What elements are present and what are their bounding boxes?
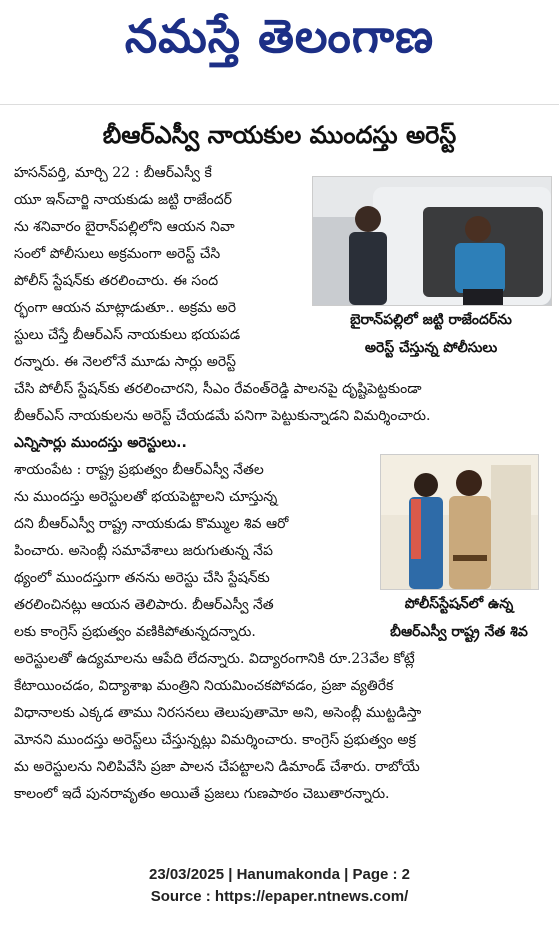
text-line: సంలో పోలీసులు అక్రమంగా అరెస్ట్ చేసి [14,246,221,262]
text-line: థ్యంలో ముందస్తుగా తనను అరెస్టు చేసి స్టేషన్‌కు [14,570,270,586]
text-line: కాలంలో ఇదే పునరావృతం అయితే ప్రజలు గుణపాఠం చెబుతారన్నారు. [14,786,390,802]
photo-arrest-caption [312,306,550,362]
photo-police-station-image [381,455,538,589]
photo-arrest-caption-line: అరెస్ట్ చేస్తున్న పోలీసులు [364,340,498,356]
photo-arrest-image [313,177,551,305]
text-line: పించారు. అసెంబ్లీ సమావేశాలు జరుగుతున్న నేప [14,543,273,559]
masthead-title: నమస్తే తెలంగాణ [124,9,435,63]
text-line: తరలించినట్లు ఆయన తెలిపారు. బీఆర్ఎస్వీ నేత [14,597,274,613]
footer-edition: 23/03/2025 | Hanumakonda | Page : 2 [148,866,410,883]
text-line: మోనని ముందస్తు అరెస్ట్‌లు చేస్తున్నట్లు విమర్శించారు. కాంగ్రెస్ ప్రభుత్వం అక్ర [14,732,416,748]
photo-police-station-caption [364,590,554,646]
text-line: దని బీఆర్ఎస్వీ రాష్ట్ర నాయకుడు కొమ్ముల శివ ఆరో [14,516,289,532]
photo-arrest-caption-line: బైరాన్‌పల్లిలో జట్టి రాజేందర్‌ను [350,312,512,328]
text-line: లకు కాంగ్రెస్ ప్రభుత్వం వణికిపోతున్నదన్నారు. [14,624,256,640]
photo-police-station-caption-line: బీఆర్ఎస్వీ రాష్ట్ర నేత శివ [390,624,528,640]
text-line: మ అరెస్టులను నిలిపివేసి ప్రజా పాలన చేపట్టాలని డిమాండ్ చేశారు. రాబోయే [14,759,420,775]
photo-arrest [312,176,552,306]
para2-full-block [14,646,550,808]
headline-divider-top [0,104,559,105]
text-line: ర్భంగా ఆయన మాట్లాడుతూ.. అక్రమ అరె [14,300,237,316]
para1-top-block [14,160,306,376]
text-line: కేటాయించడం, విద్యాశాఖ మంత్రిని నియమించకపోవడం, ప్రజా వ్యతిరేక [14,678,394,694]
text-line: బీఆర్ఎస్ నాయకులను అరెస్ట్ చేయడమే పనిగా పెట్టుకున్నాడని విమర్శించారు. [14,408,431,424]
footer-source: Source : https://epaper.ntnews.com/ [150,888,409,905]
article-headline: బీఆర్ఎస్వీ నాయకుల ముందస్తు అరెస్ట్ [102,121,457,149]
text-line: యూ ఇన్‌చార్జి నాయకుడు జట్టి రాజేందర్ [14,192,232,208]
text-line: ను ముందస్తు అరెస్టులతో భయపెట్టాలని చూస్తున్న [14,489,278,505]
text-line: విధానాలకు ఎక్కడ తాము నిరసనలు తెలుపుతామో అని, అసెంబ్లీ ముట్టడిస్తా [14,705,422,721]
text-line: రన్నారు. ఈ నెలలోనే మూడు సార్లు అరెస్ట్ [14,354,237,370]
para1-full-block [14,376,550,457]
text-line: పోలీస్ స్టేషన్‌కు తరలించారు. ఈ సంద [14,273,219,289]
text-line: హసన్‌పర్తి, మార్చి 22 : బీఆర్ఎస్వీ కే [14,165,212,181]
text-line: శాయంపేట : రాష్ట్ర ప్రభుత్వం బీఆర్ఎస్వీ నేతల [14,462,264,478]
subheading: ఎన్నిసార్లు ముందస్తు అరెస్టులు.. [14,435,187,451]
text-line: స్టులు చేస్తే బీఆర్ఎస్ నాయకులు భయపడ [14,327,241,343]
text-line: అరెస్టులతో ఉద్యమాలను ఆపేది లేదన్నారు. విద్యారంగానికి రూ.23వేల కోట్లే [14,651,415,667]
para2-left-block [14,457,374,646]
photo-police-station-caption-line: పోలీస్‌స్టేషన్‌లో ఉన్న [404,596,514,612]
text-line: చేసి పోలీస్ స్టేషన్‌కు తరలించారని, సీఎం రేవంత్‌రెడ్డి పాలనపై దృష్టిపెట్టకుండా [14,381,422,397]
photo-police-station [380,454,539,590]
text-line: ను శనివారం బైరాన్‌పల్లిలోని ఆయన నివా [14,219,235,235]
